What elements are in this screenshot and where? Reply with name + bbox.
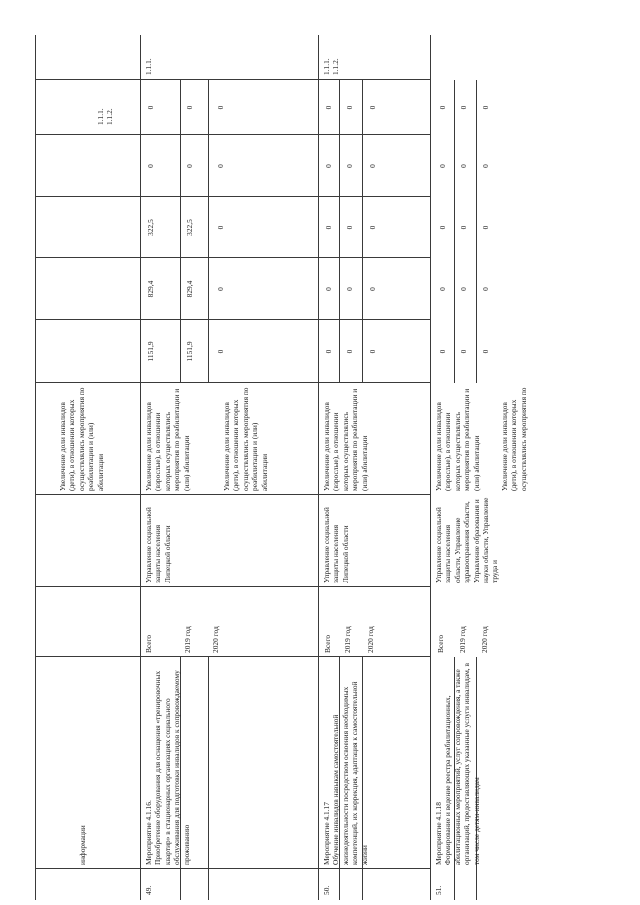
value-cell: 0 <box>368 287 377 291</box>
table-border-top <box>35 35 36 900</box>
column-title-information: информации <box>78 825 87 865</box>
executor: Управление социальной защиты населения области, Управление здравоохранения области, Управление образования и науки области, Управление труда и <box>434 495 500 583</box>
subrow-separator <box>339 80 340 383</box>
value-cell: 0 <box>459 349 468 354</box>
executor: Управление социальной защиты населения Липецкой области <box>144 505 172 583</box>
value-cell: 0 <box>324 225 333 230</box>
value-cell: 0 <box>216 287 225 291</box>
year-label: 2020 год <box>211 626 220 653</box>
value-cell: 0 <box>324 349 333 354</box>
value-cell: 0 <box>216 105 225 110</box>
value-cell: 322,5 <box>185 219 194 236</box>
value-cell: 322,5 <box>146 219 155 236</box>
value-cell: 0 <box>345 164 354 168</box>
subrow-separator <box>476 80 477 383</box>
value-cell: 0 <box>368 225 377 230</box>
column-separator <box>35 586 430 587</box>
indicator: Увеличение доли инвалидов (дети), в отношении которых осуществлялись мероприятия по реабилитации и (или) абилитации <box>222 385 269 491</box>
subrow-separator <box>208 80 209 383</box>
indicator: Увеличение доли инвалидов (взрослые), в отношении которых осуществлялись мероприятия по реабилитации и (или) абилитации <box>434 386 481 491</box>
indicator: Увеличение доли инвалидов (дети), в отношении которых осуществлялись мероприятия по <box>500 387 528 491</box>
year-label: 2020 год <box>366 626 375 653</box>
executor: Управление социальной защиты населения Липецкой области <box>322 505 350 583</box>
value-cell: 0 <box>481 287 490 291</box>
subrow-separator <box>180 80 181 383</box>
value-cell: 0 <box>438 349 447 354</box>
value-cell: 0 <box>324 164 333 168</box>
indicator-continuation: Увеличение доли инвалидов (дети), в отношении которых осуществлялись мероприятия по реабилитации и (или) абилитации <box>58 385 105 491</box>
value-cell: 0 <box>345 349 354 354</box>
value-cell: 0 <box>481 105 490 110</box>
row-number: 49. <box>144 885 153 895</box>
value-cell: 0 <box>481 164 490 168</box>
subrow-separator <box>208 657 209 900</box>
year-label: 2019 год <box>183 626 192 653</box>
value-cell: 0 <box>368 105 377 110</box>
year-label: Всего <box>144 634 153 653</box>
value-cell: 0 <box>438 105 447 110</box>
value-cell: 0 <box>345 225 354 230</box>
value-cell: 1151,9 <box>185 341 194 362</box>
value-cell: 0 <box>216 225 225 230</box>
value-cell: 0 <box>324 287 333 291</box>
task-codes: 1.1.1. 1.1.2. <box>322 58 341 75</box>
indicator: Увеличение доли инвалидов (взрослые), в отношении которых осуществлялись мероприятия по реабилитации и (или) абилитации <box>144 386 191 491</box>
task-codes: 1.1.1. <box>144 58 153 75</box>
event-name: Мероприятие 4.1.18 Формирование и ведение реестра реабилитационных, абилитационных мероприятий, услуг сопровождения, а также организаций, предоставляющих указанные услуги инвалидам, в том числе детям-инвалидам <box>434 663 481 865</box>
value-cell: 0 <box>185 105 194 110</box>
value-cell: 0 <box>368 164 377 168</box>
value-cell: 0 <box>481 225 490 230</box>
value-cell: 0 <box>185 164 194 168</box>
value-cell: 0 <box>216 349 225 354</box>
value-cell: 0 <box>459 287 468 291</box>
event-name: Мероприятие 4.1.16. Приобретение оборудования для оснащения «тренировочных квартир» в стационарных организациях социального обслуживания для подготовки инвалидов к сопровождаемому проживанию <box>144 670 191 865</box>
event-name: Мероприятие 4.1.17 Обучение инвалидов навыкам самостоятельной жизнедеятельности посредством освоения необходимых компетенций, их коррекция, адаптация к самостоятельной жизни <box>322 681 369 865</box>
row-number: 50. <box>322 885 331 895</box>
value-cell: 1151,9 <box>146 341 155 362</box>
value-cell: 0 <box>345 105 354 110</box>
year-label: 2019 год <box>343 626 352 653</box>
value-cell: 0 <box>459 164 468 168</box>
value-cell: 829,4 <box>185 280 194 298</box>
value-cell: 0 <box>146 105 155 110</box>
value-cell: 0 <box>345 287 354 291</box>
row-separator <box>140 35 141 900</box>
value-cell: 0 <box>324 105 333 110</box>
value-cell: 0 <box>368 349 377 354</box>
value-cell: 0 <box>438 164 447 168</box>
value-cell: 0 <box>459 105 468 110</box>
value-cell: 0 <box>459 225 468 230</box>
column-separator <box>35 656 430 657</box>
value-cell: 0 <box>438 225 447 230</box>
value-cell: 0 <box>146 164 155 168</box>
year-label: Всего <box>436 634 445 653</box>
value-cell: 0 <box>216 164 225 168</box>
row-number: 51. <box>434 885 443 895</box>
year-label: Всего <box>323 634 332 653</box>
indicator: Увеличение доли инвалидов (взрослые), в отношении которых осуществлялись мероприятия по реабилитации и (или) абилитации <box>322 386 369 491</box>
value-cell: 829,4 <box>146 280 155 298</box>
column-separator <box>35 868 430 869</box>
subrow-separator <box>454 80 455 383</box>
subrow-separator <box>362 80 363 383</box>
task-codes-continuation: 1.1.1. 1.1.2. <box>96 108 115 125</box>
column-separator <box>35 494 430 495</box>
value-cell: 0 <box>481 349 490 354</box>
row-separator <box>318 35 319 900</box>
value-cell: 0 <box>438 287 447 291</box>
year-label: 2020 год <box>480 626 489 653</box>
year-label: 2019 год <box>458 626 467 653</box>
row-separator <box>430 35 431 900</box>
